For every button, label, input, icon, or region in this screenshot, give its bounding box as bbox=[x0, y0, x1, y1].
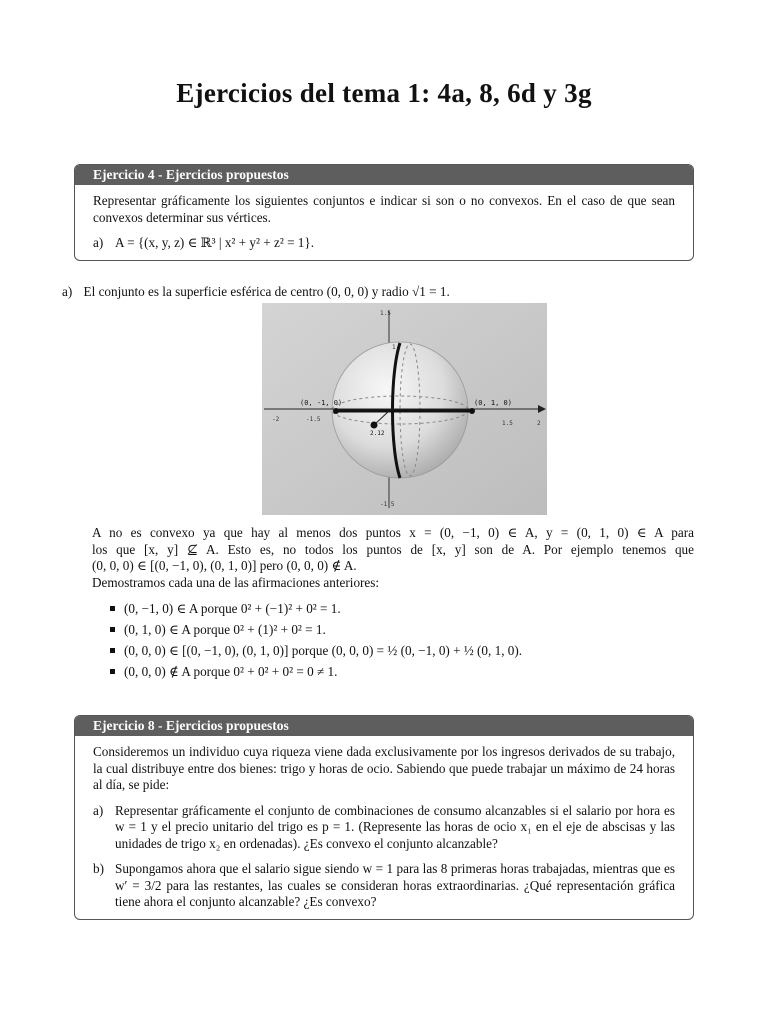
sphere-top-label: 1 bbox=[392, 344, 396, 351]
tick-right-far: 2 bbox=[537, 420, 541, 427]
convexity-line-3: (0, 0, 0) ∈ [(0, −1, 0), (0, 1, 0)] pero (0, 0, 0) ∉ A. bbox=[92, 558, 357, 573]
exercise-8-box bbox=[74, 715, 694, 920]
exercise-8-item-b-text: Supongamos ahora que el salario sigue siendo w = 1 para las 8 primeras horas trabajadas, mientras que es w′ = 3/2 para las restantes, las cuales se consideran horas extraordinarias. ¿Qué representación gráfica tiene ahora el conjunto alcanzable? ¿Es convexo? bbox=[115, 861, 675, 909]
sphere-figure bbox=[262, 303, 547, 515]
proof-item: (0, 0, 0) ∈ [(0, −1, 0), (0, 1, 0)] porque (0, 0, 0) = ½ (0, −1, 0) + ½ (0, 1, 0). bbox=[110, 640, 670, 661]
exercise-8-item-a-text: Representar gráficamente el conjunto de combinaciones de consumo alcanzables si el salario por hora es w = 1 y el precio unitario del trigo es p = 1. (Represente las horas de ocio x₁ en el eje de abscisas y las unidades de trigo x₂ en ordenadas). ¿Es convexo el conjunto alcanzable? bbox=[115, 802, 675, 851]
origin-label: 2.12 bbox=[370, 430, 385, 437]
point-left bbox=[333, 408, 339, 414]
point-left-label: (0, -1, 0) bbox=[300, 399, 343, 407]
point-right-label: (0, 1, 0) bbox=[474, 399, 512, 407]
exercise-4-box bbox=[74, 164, 694, 261]
exercise-8-item-a bbox=[93, 803, 675, 853]
exercise-4-statement: Representar gráficamente los siguientes conjuntos e indicar si son o no convexos. En el caso de que sean convexos determinar sus vértices. bbox=[93, 193, 675, 225]
exercise-8-header: Ejercicio 8 - Ejercicios propuestos bbox=[75, 716, 693, 736]
exercise-8-item-b bbox=[93, 861, 675, 911]
tick-top: 1.5 bbox=[380, 310, 391, 317]
exercise-8-item-a-label: a) bbox=[93, 802, 104, 818]
solution-4a-label: a) bbox=[62, 284, 73, 299]
convexity-paragraph bbox=[92, 525, 694, 591]
page-title: Ejercicios del tema 1: 4a, 8, 6d y 3g bbox=[176, 78, 592, 108]
exercise-4-header: Ejercicio 4 - Ejercicios propuestos bbox=[75, 165, 693, 185]
tick-right: 1.5 bbox=[502, 420, 513, 427]
sphere-plot bbox=[262, 303, 547, 515]
proof-item: (0, 0, 0) ∉ A porque 0² + 0² + 0² = 0 ≠ 1. bbox=[110, 661, 670, 682]
exercise-4-item-a-text: A = {(x, y, z) ∈ ℝ³ | x² + y² + z² = 1}. bbox=[115, 235, 315, 250]
convexity-line-2: los que [x, y] ⊈ A. Esto es, no todos los puntos de [x, y] son de A. Por ejemplo tenemos que bbox=[92, 541, 694, 557]
exercise-4-item-a bbox=[93, 235, 675, 252]
exercise-8-statement: Consideremos un individuo cuya riqueza viene dada exclusivamente por los ingresos derivados de su trabajo, la cual distribuye entre dos bienes: trigo y horas de ocio. Sabiendo que puede trabajar un máximo de 24 horas al día, se pide: bbox=[93, 744, 675, 792]
origin-point bbox=[371, 422, 378, 429]
tick-left: -1.5 bbox=[306, 416, 321, 423]
point-right bbox=[469, 408, 475, 414]
proof-item: (0, 1, 0) ∈ A porque 0² + (1)² + 0² = 1. bbox=[110, 619, 670, 640]
tick-left-far: -2 bbox=[272, 416, 280, 423]
exercise-8-item-b-label: b) bbox=[93, 861, 104, 876]
solution-4a bbox=[62, 284, 672, 301]
convexity-line-1: A no es convexo ya que hay al menos dos puntos x = (0, −1, 0) ∈ A, y = (0, 1, 0) ∈ A para bbox=[92, 525, 694, 540]
tick-bottom: -1.5 bbox=[380, 501, 395, 508]
proof-item: (0, −1, 0) ∈ A porque 0² + (−1)² + 0² = 1. bbox=[110, 598, 670, 619]
solution-4a-text: El conjunto es la superficie esférica de centro (0, 0, 0) y radio √1 = 1. bbox=[83, 284, 450, 299]
proof-list bbox=[110, 598, 670, 682]
demonstration-intro: Demostramos cada una de las afirmaciones anteriores: bbox=[92, 574, 380, 590]
exercise-4-item-a-label: a) bbox=[93, 235, 104, 250]
